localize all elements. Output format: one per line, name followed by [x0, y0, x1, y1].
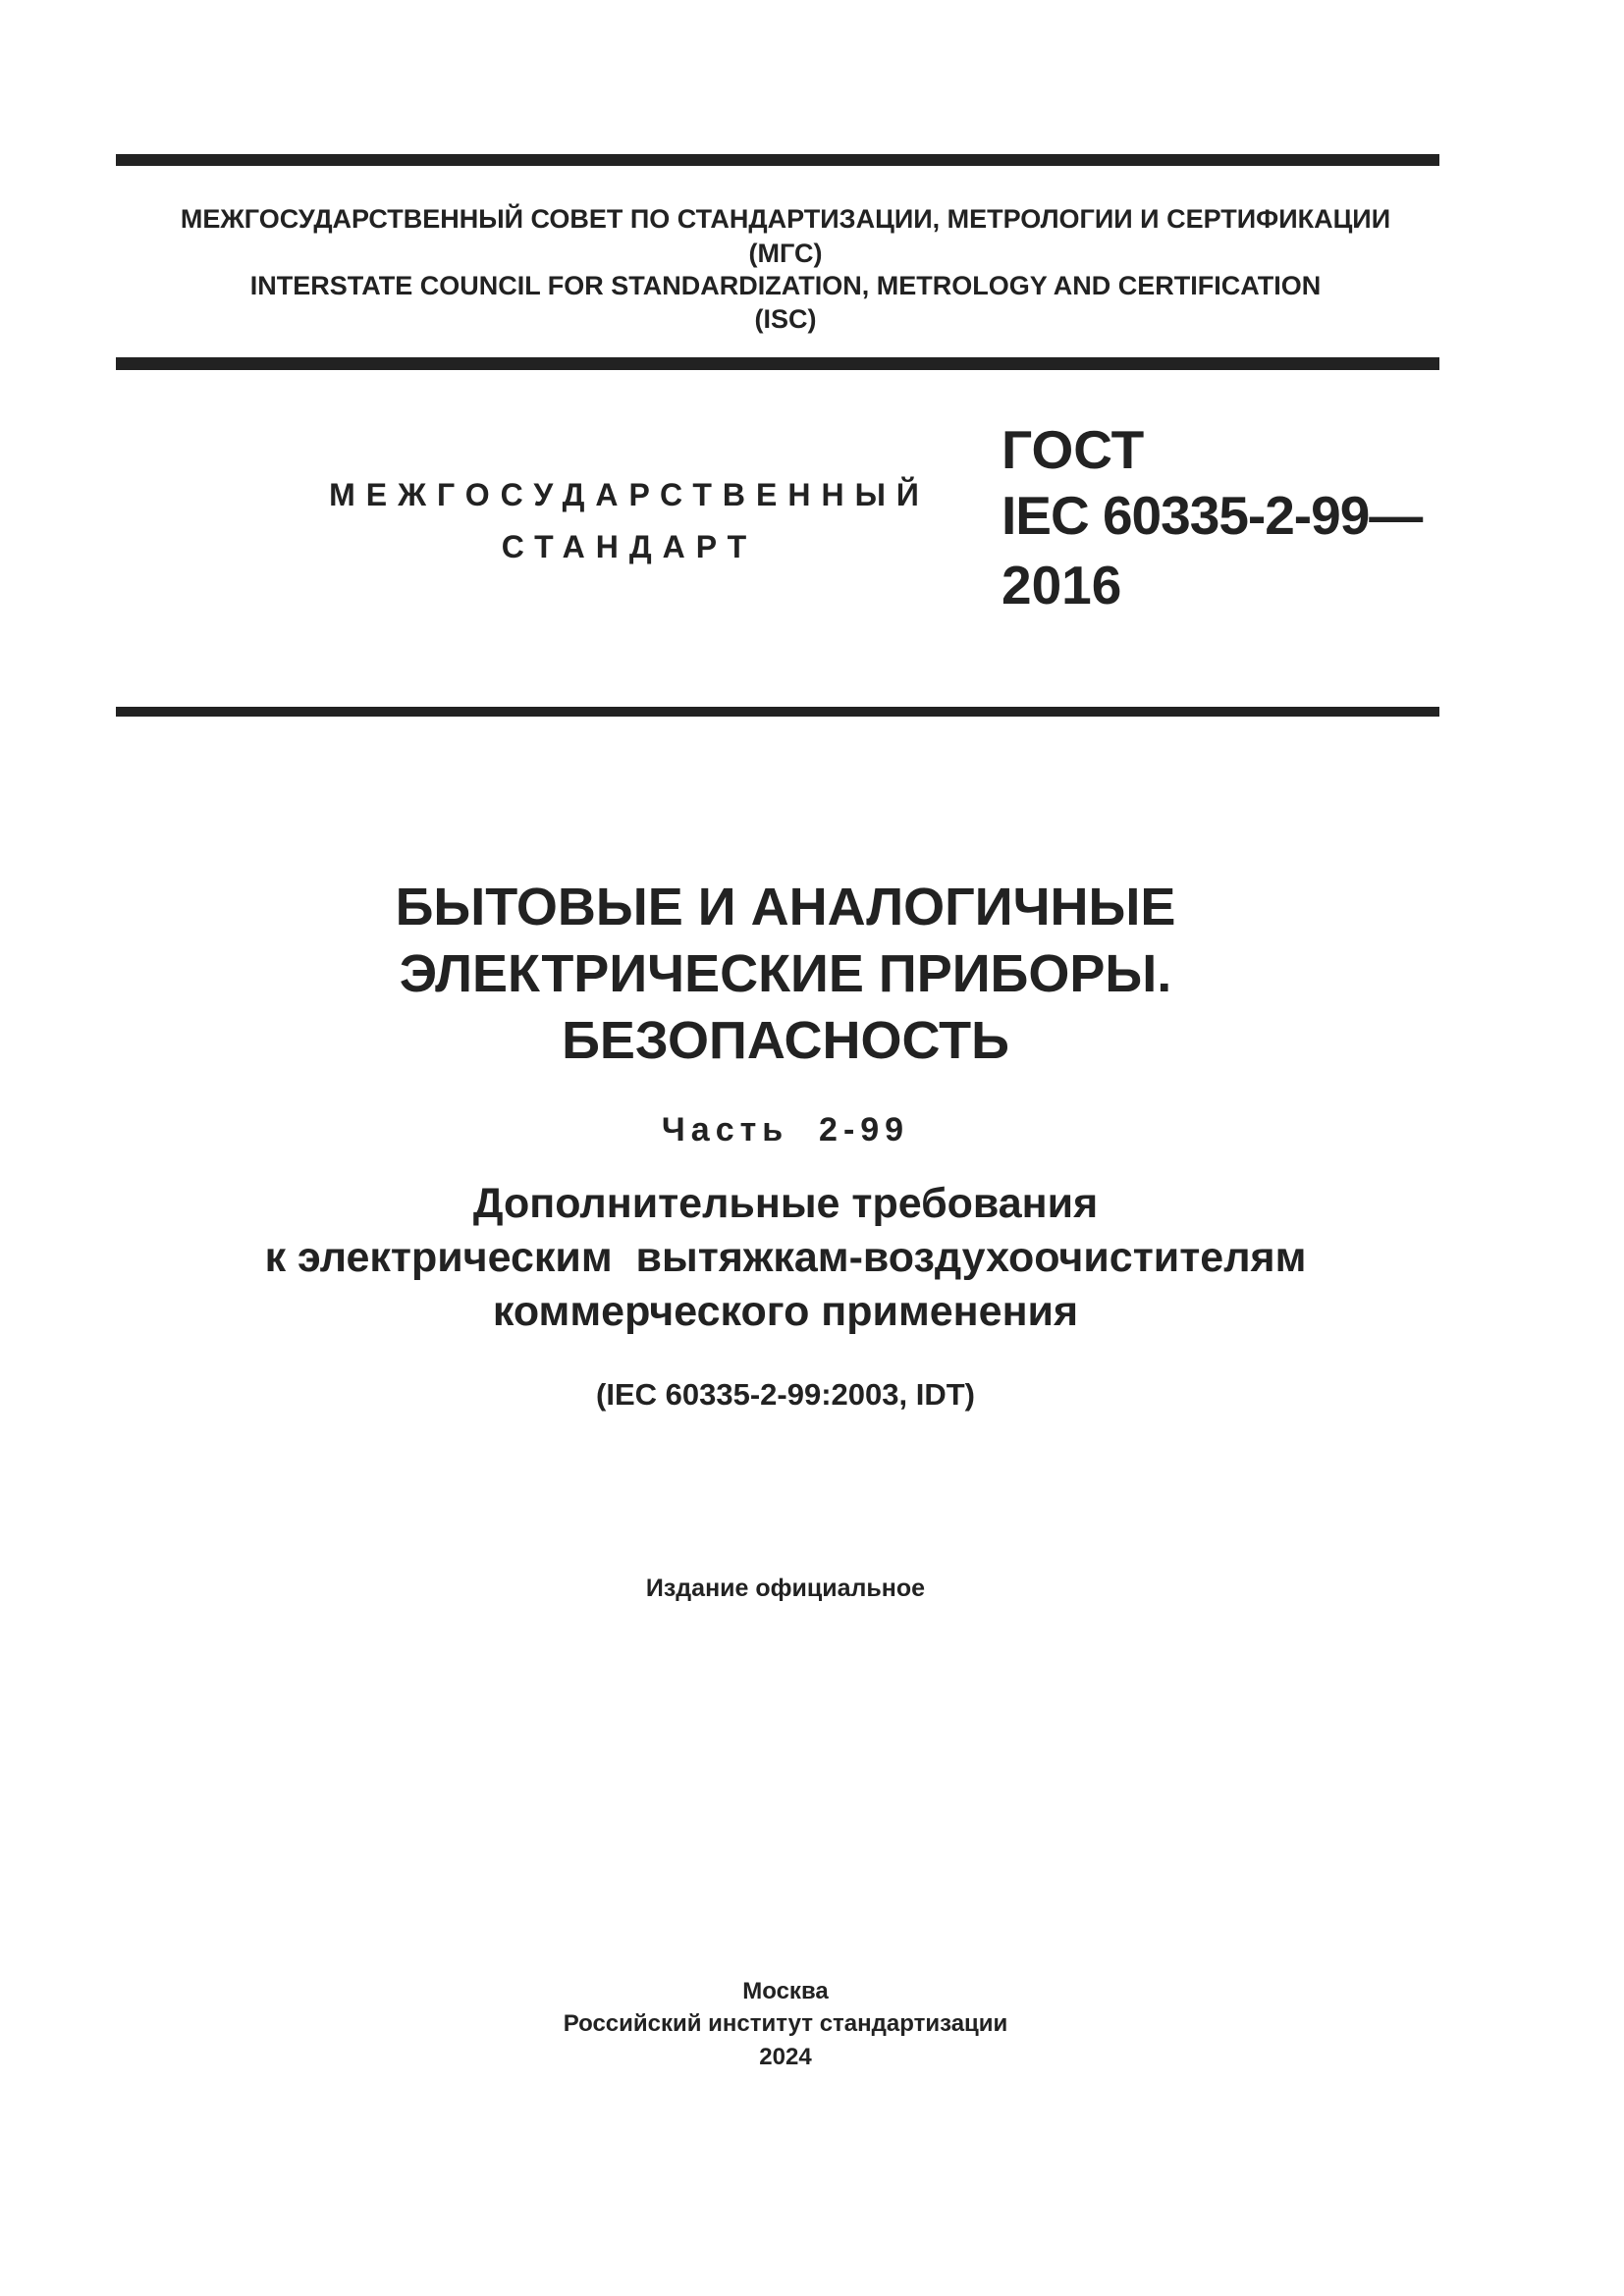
part-number: Часть 2-99 — [661, 1111, 910, 1148]
reference-standard: (IEC 60335-2-99:2003, IDT) — [596, 1377, 975, 1412]
subtitle-line-3: коммерческого применения — [492, 1288, 1079, 1335]
top-rule — [116, 154, 1439, 166]
designation-rule — [116, 707, 1439, 717]
imprint-year: 2024 — [759, 2044, 812, 2070]
council-abbr-en: (ISC) — [754, 304, 817, 334]
designation-gost: ГОСТ — [1001, 419, 1145, 480]
title-line-1: БЫТОВЫЕ И АНАЛОГИЧНЫЕ — [395, 878, 1176, 936]
standard-type-line1: МЕЖГОСУДАРСТВЕННЫЙ — [329, 477, 930, 512]
designation-number: IEC 60335-2-99— — [1001, 485, 1423, 546]
title-line-3: БЕЗОПАСНОСТЬ — [562, 1011, 1009, 1070]
subtitle-line-1: Дополнительные требования — [472, 1180, 1099, 1227]
council-name-en: INTERSTATE COUNCIL FOR STANDARDIZATION, METROLOGY AND CERTIFICATION — [249, 271, 1322, 300]
subtitle-line-2: к электрическим вытяжкам-воздухоочистителям — [264, 1234, 1307, 1281]
title-line-2: ЭЛЕКТРИЧЕСКИЕ ПРИБОРЫ. — [399, 944, 1172, 1003]
imprint-city: Москва — [742, 1978, 829, 2004]
imprint-publisher: Российский институт стандартизации — [563, 2010, 1008, 2037]
standard-type-line2: СТАНДАРТ — [501, 529, 758, 564]
council-name-ru: МЕЖГОСУДАРСТВЕННЫЙ СОВЕТ ПО СТАНДАРТИЗАЦИИ, МЕТРОЛОГИИ И СЕРТИФИКАЦИИ — [180, 204, 1391, 234]
edition-label: Издание официальное — [645, 1575, 926, 1602]
council-rule — [116, 357, 1439, 370]
council-abbr-ru: (МГС) — [748, 239, 823, 268]
designation-year: 2016 — [1001, 555, 1122, 615]
